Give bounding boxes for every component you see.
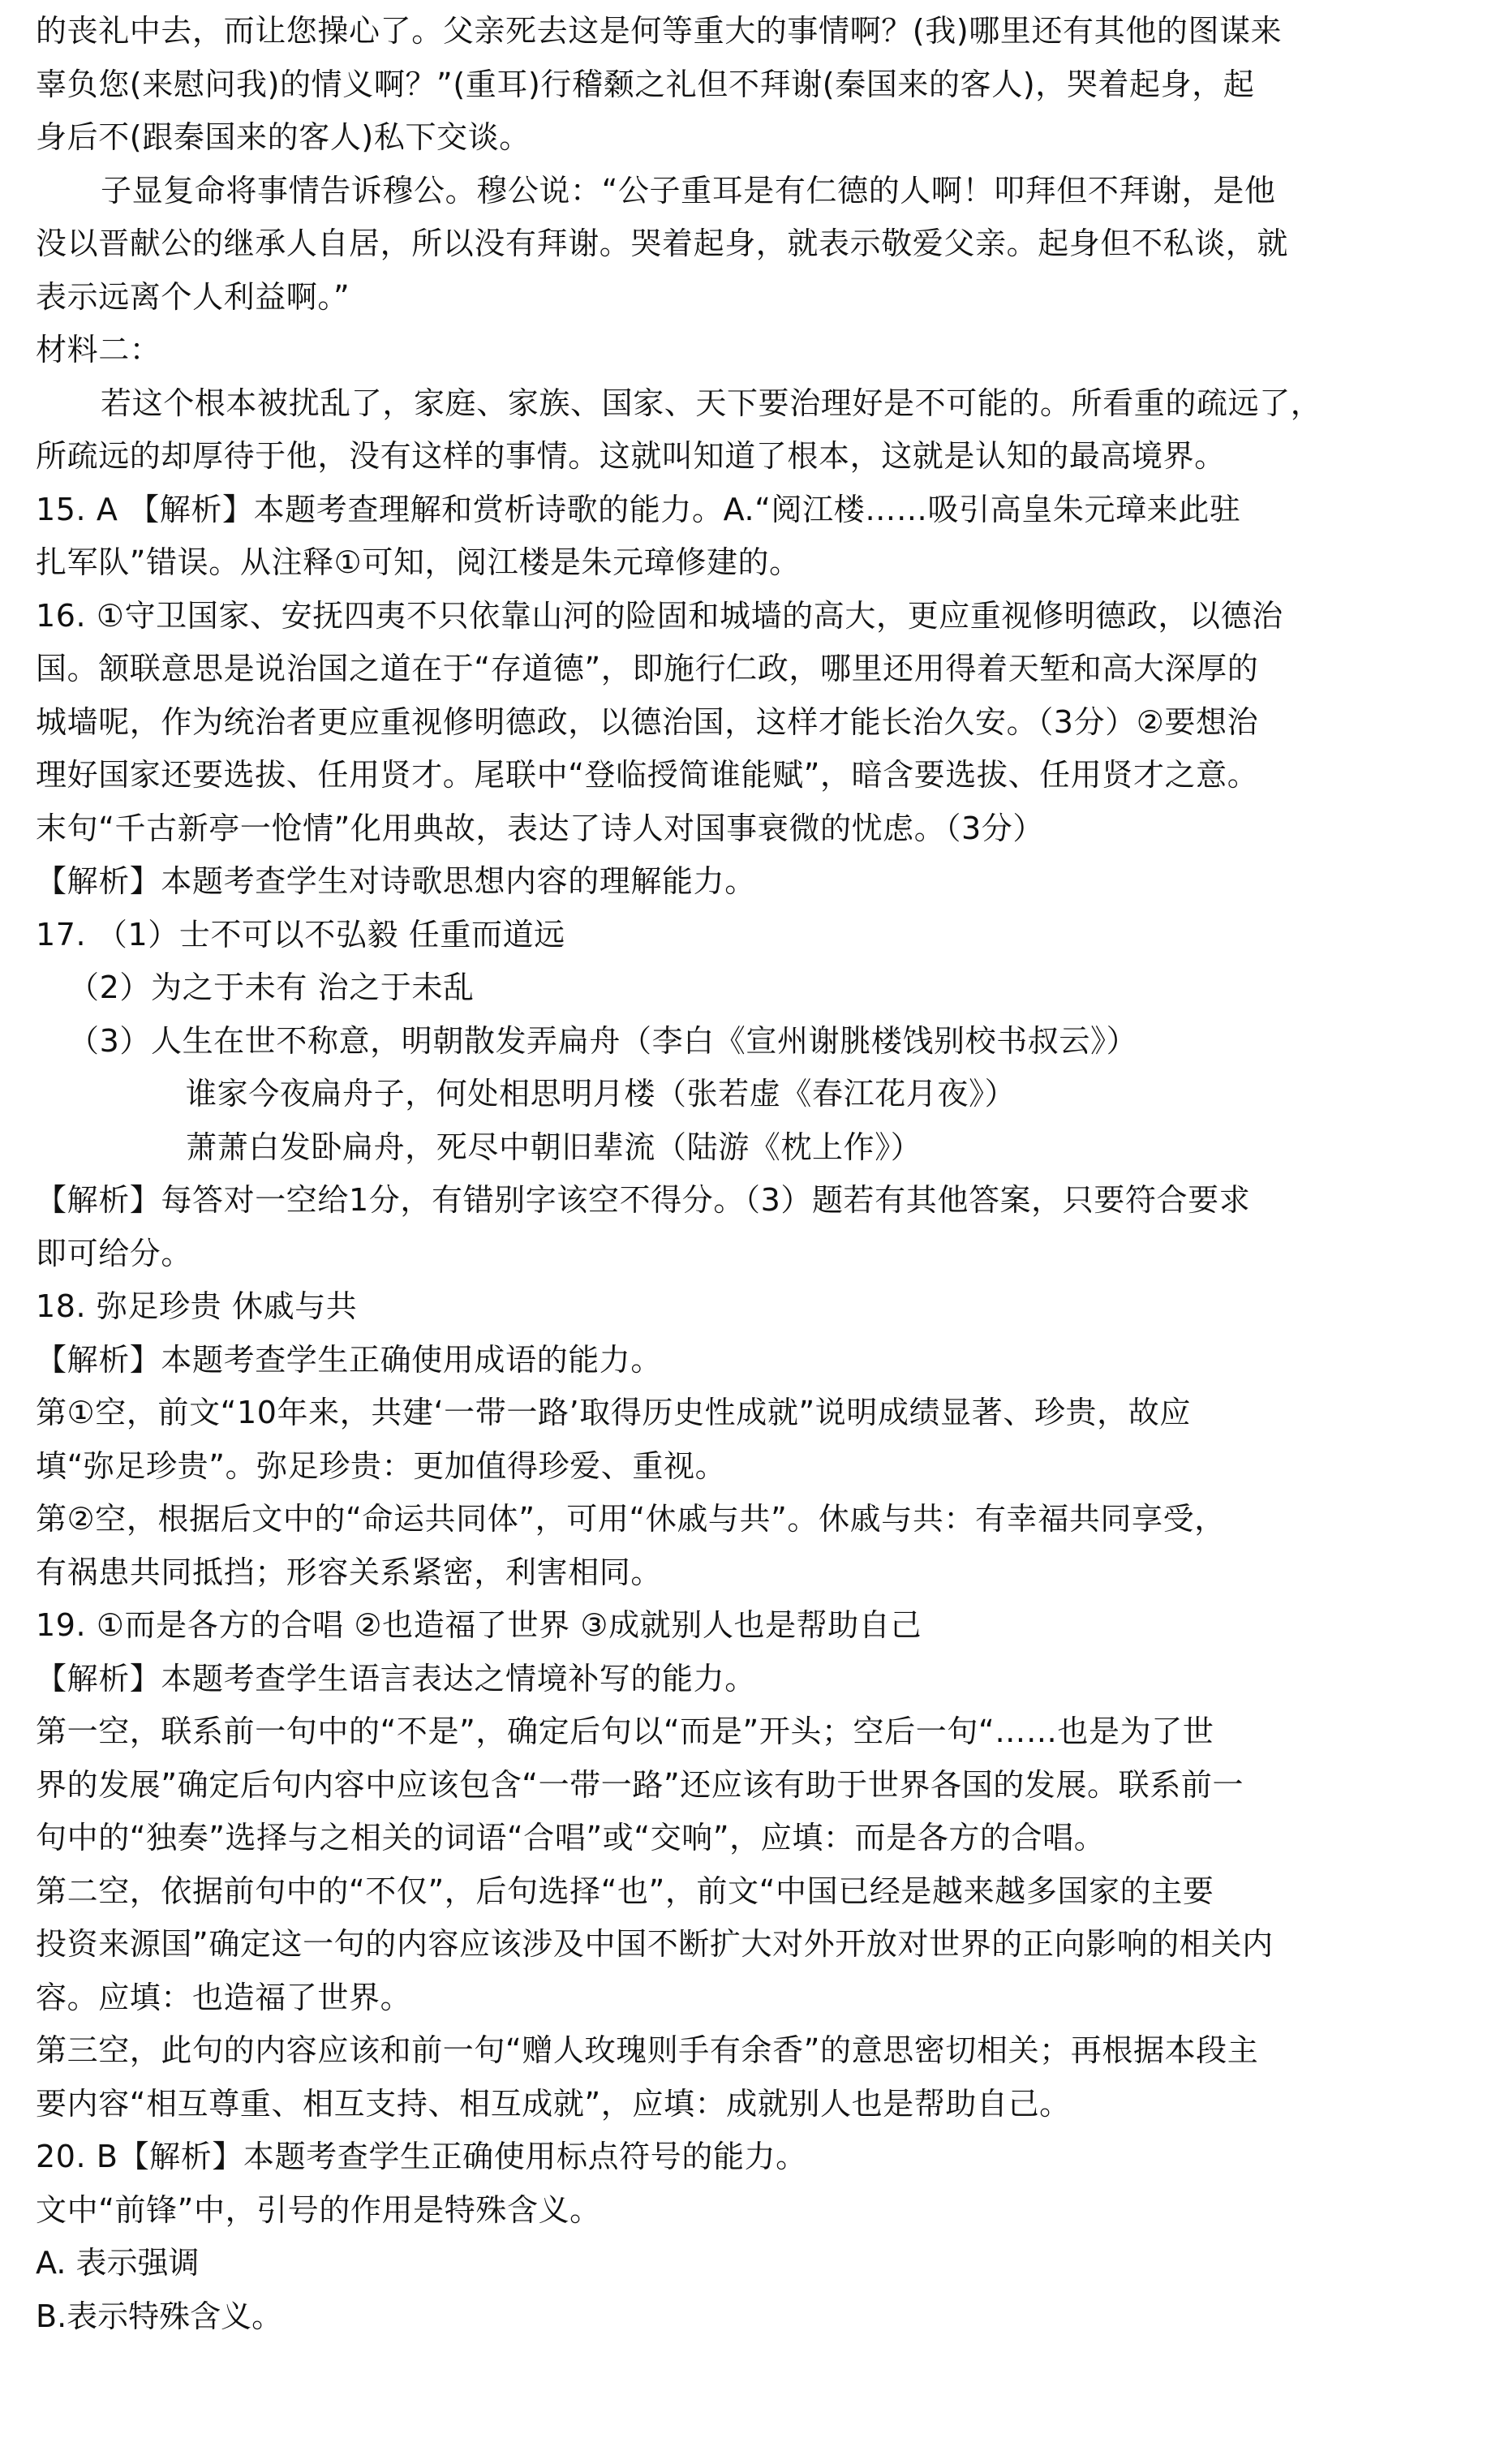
text-line: 表示远离个人利益啊。” [36,278,350,315]
text-line: 子显复命将事情告诉穆公。穆公说：“公子重耳是有仁德的人啊！叩拜但不拜谢，是他 [101,172,1276,209]
text-line: 文中“前锋”中，引号的作用是特殊含义。 [36,2191,601,2228]
answer-18: 18. 弥足珍贵 休戚与共 [36,1288,358,1324]
text-line: 第②空，根据后文中的“命运共同体”，可用“休戚与共”。休戚与共：有幸福共同享受， [36,1501,1226,1537]
text-line: 即可给分。 [36,1235,193,1271]
answer-16: 16. ①守卫国家、安抚四夷不只依靠山河的险固和城墙的高大，更应重视修明德政，以德治 [36,597,1283,634]
analysis-line: 【解析】本题考查学生正确使用成语的能力。 [36,1341,663,1378]
text-line: 没以晋献公的继承人自居，所以没有拜谢。哭着起身，就表示敬爱父亲。起身但不私谈，就 [36,226,1289,261]
analysis-line: 【解析】本题考查学生语言表达之情境补写的能力。 [36,1660,756,1696]
text-line: 容。应填：也造福了世界。 [36,1979,412,2015]
analysis-line: 【解析】每答对一空给1分，有错别字该空不得分。（3）题若有其他答案，只要符合要求 [36,1182,1251,1218]
text-line: 第①空，前文“10年来，共建‘一带一路’取得历史性成就”说明成绩显著、珍贵，故应 [36,1395,1191,1430]
answer-19: 19. ①而是各方的合唱 ②也造福了世界 ③成就别人也是帮助自己 [36,1607,922,1643]
text-line: 要内容“相互尊重、相互支持、相互成就”，应填：成就别人也是帮助自己。 [36,2085,1071,2122]
option-a: A. 表示强调 [36,2245,200,2281]
text-line: 第三空，此句的内容应该和前一句“赠人玫瑰则手有余香”的意思密切相关；再根据本段主 [36,2032,1259,2068]
text-line: 投资来源国”确定这一句的内容应该涉及中国不断扩大对外开放对世界的正向影响的相关内 [36,1926,1274,1962]
text-line: 句中的“独奏”选择与之相关的词语“合唱”或“交响”，应填：而是各方的合唱。 [36,1820,1106,1856]
text-line: 的丧礼中去，而让您操心了。父亲死去这是何等重大的事情啊？(我)哪里还有其他的图谋来 [36,13,1283,49]
text-line: 第二空，依据前句中的“不仅”，后句选择“也”，前文“中国已经是越来越多国家的主要 [36,1873,1214,1909]
text-line: 谁家今夜扁舟子，何处相思明月楼（张若虚《春江花月夜》） [186,1076,1016,1112]
answer-20: 20. B【解析】本题考查学生正确使用标点符号的能力。 [36,2139,807,2174]
section-heading: 材料二： [36,332,161,368]
text-line: 若这个根本被扰乱了，家庭、家族、国家、天下要治理好是不可能的。所看重的疏远了， [101,385,1322,421]
option-b: B.表示特殊含义。 [36,2298,283,2334]
text-line: 填“弥足珍贵”。弥足珍贵：更加值得珍爱、重视。 [36,1447,727,1484]
text-line: 所疏远的却厚待于他，没有这样的事情。这就叫知道了根本，这就是认知的最高境界。 [36,438,1226,474]
answer-document [36,5,1454,2343]
text-line: 理好国家还要选拔、任用贤才。尾联中“登临授简谁能赋”，暗含要选拔、任用贤才之意。 [36,757,1259,793]
text-line: 身后不(跟秦国来的客人)私下交谈。 [36,119,531,155]
answer-15: 15. A 【解析】本题考查理解和赏析诗歌的能力。A.“阅江楼……吸引高皇朱元璋来此驻 [36,491,1241,527]
text-line: 辜负您(来慰问我)的情义啊？”(重耳)行稽颡之礼但不拜谢(秦国来的客人)，哭着起身，起 [36,66,1255,102]
text-line: 城墙呢，作为统治者更应重视修明德政，以德治国，这样才能长治久安。（3分）②要想治 [36,703,1259,740]
text-line: 萧萧白发卧扁舟，死尽中朝旧辈流（陆游《枕上作》） [186,1129,922,1165]
text-line: 国。颔联意思是说治国之道在于“存道德”，即施行仁政，哪里还用得着天堑和高大深厚的 [36,651,1259,686]
text-line: （2）为之于未有 治之于未乱 [68,970,475,1005]
text-line: 有祸患共同抵挡；形容关系紧密，利害相同。 [36,1554,663,1590]
answer-17: 17. （1）士不可以不弘毅 任重而道远 [36,916,565,952]
analysis-line: 【解析】本题考查学生对诗歌思想内容的理解能力。 [36,863,756,899]
text-line: 界的发展”确定后句内容中应该包含“一带一路”还应该有助于世界各国的发展。联系前一 [36,1766,1244,1803]
text-line: （3）人生在世不称意，明朝散发弄扁舟（李白《宣州谢朓楼饯别校书叔云》） [68,1022,1138,1059]
text-line: 末句“千古新亭一怆情”化用典故，表达了诗人对国事衰微的忧虑。（3分） [36,810,1044,846]
text-line: 扎军队”错误。从注释①可知，阅江楼是朱元璋修建的。 [36,544,801,580]
text-line: 第一空，联系前一句中的“不是”，确定后句以“而是”开头；空后一句“……也是为了世 [36,1714,1214,1749]
